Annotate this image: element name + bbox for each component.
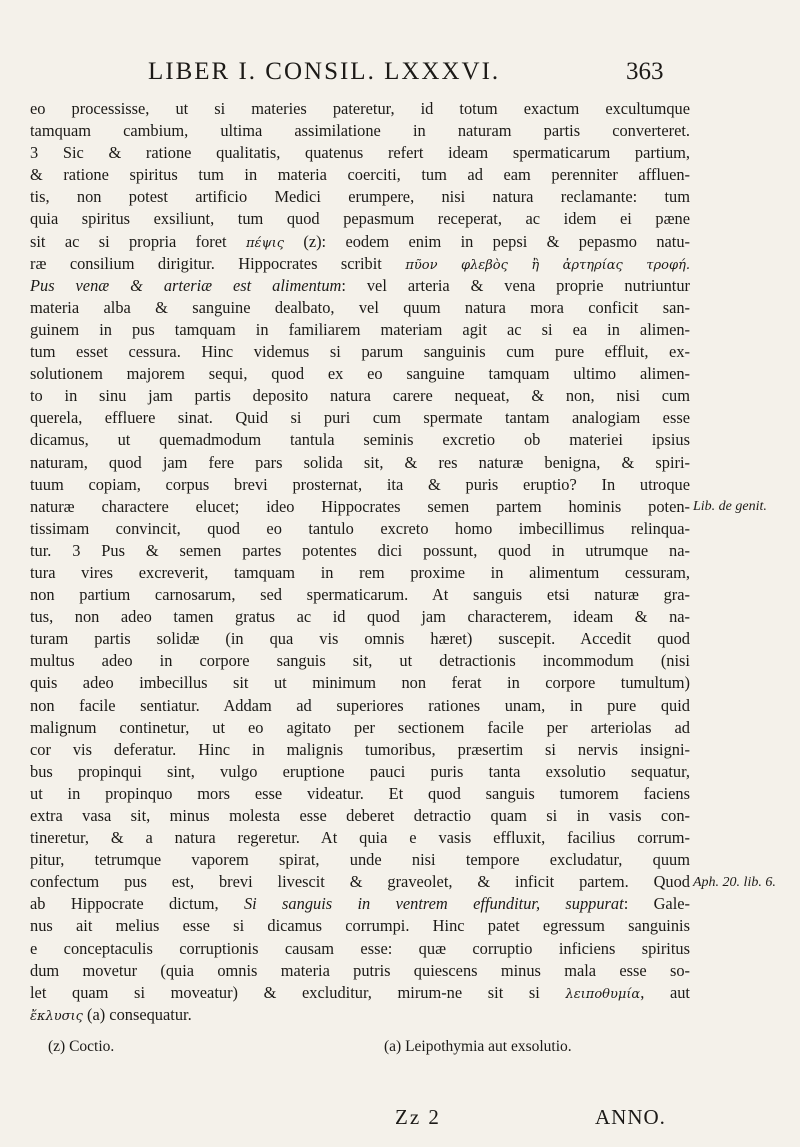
text-line: [30, 805, 690, 827]
text-line: [30, 606, 690, 628]
text-line: [30, 363, 690, 385]
text-segment: ut in propinquo mors esse videatur. Et quod sanguis tumorem faciens: [30, 783, 690, 803]
text-line: [30, 982, 690, 1004]
text-line: [30, 717, 690, 739]
text-segment: tur. 3 Pus & semen partes potentes dici possunt, quod in utrumque na-: [30, 540, 690, 560]
text-segment: non partium carnosarum, sed spermaticarum. At sanguis etsi naturæ gra-: [30, 585, 690, 605]
text-segment: : vel arteria & vena proprie nutriuntur: [341, 275, 690, 295]
catchword: ANNO.: [595, 1105, 666, 1129]
text-line: [30, 650, 690, 672]
text-segment: tus, non adeo tamen gratus ac id quod jam characterem, ideam & na-: [30, 607, 690, 627]
margin-note: Aph. 20. lib. 6.: [693, 874, 776, 890]
text-line: [30, 319, 690, 341]
text-line: [30, 695, 690, 717]
greek-phrase: ἔκλυσις: [30, 1008, 83, 1024]
text-line: [30, 938, 690, 960]
text-line: [30, 407, 690, 429]
text-line: [30, 341, 690, 363]
page-number: 363: [626, 58, 664, 85]
text-segment: eo processisse, ut si materies pateretur, id totum exactum excultumque: [30, 99, 690, 118]
text-line: [30, 385, 690, 407]
text-line: [30, 253, 690, 275]
text-line: [30, 429, 690, 451]
text-line: [30, 739, 690, 761]
margin-note: Lib. de genit.: [693, 498, 767, 514]
text-line: [30, 474, 690, 496]
text-line: [30, 518, 690, 540]
text-line: [30, 672, 690, 694]
italic-phrase: Si sanguis in ventrem effunditur, suppurat: [243, 894, 624, 914]
text-segment: cor vis deferatur. Hinc in malignis tumoribus, præsertim si nervis insigni-: [30, 739, 690, 759]
text-line: [30, 275, 690, 297]
text-line: [30, 540, 690, 562]
text-segment: (z): eodem enim in pepsi & pepasmo natu-: [284, 231, 690, 251]
text-segment: 3 Sic & ratione qualitatis, quatenus refert ideam spermaticarum partium,: [30, 143, 690, 163]
text-line: [30, 893, 690, 915]
text-line: [30, 452, 690, 474]
signature-mark: Zz 2: [395, 1105, 441, 1129]
text-segment: & ratione spiritus tum in materia coerciti, tum ad eam perenniter affluen-: [30, 165, 690, 185]
footnote-a: (a) Leipothymia aut exsolutio.: [384, 1038, 572, 1055]
text-segment: extra vasa sit, minus molesta esse deberet detractio quam si in vasis con-: [30, 806, 690, 825]
footnote-z: (z) Coctio.: [48, 1038, 115, 1055]
text-segment: (a) consequatur.: [82, 1004, 192, 1024]
text-line: [30, 231, 690, 253]
text-segment: pitur, tetrumque vaporem spirat, unde nisi tempore excludatur, quum: [30, 850, 690, 870]
text-line: [30, 1004, 690, 1026]
text-segment: non facile sentiatur. Addam ad superiores rationes unam, in pure quid: [30, 695, 690, 715]
text-line: [30, 783, 690, 805]
text-segment: malignum continetur, ut eo agitato per sectionem facile per arteriolas ad: [30, 717, 690, 737]
text-segment: tuum copiam, corpus brevi prosternat, ita & puris eruptio? In utroque: [30, 474, 690, 494]
text-segment: quis adeo imbecillus sit ut minimum non ferat in corpore tumultum): [30, 673, 690, 693]
text-segment: querela, effluere sinat. Quid si puri cum spermate tantam analogiam esse: [30, 408, 690, 428]
text-segment: dum movetur (quia omnis materia putris quiescens minus mala esse so-: [30, 960, 690, 980]
text-line: [30, 871, 690, 893]
text-segment: bus propinqui sint, vulgo eruptione pauci puris tanta exsolutio sequatur,: [30, 761, 690, 781]
text-line: [30, 827, 690, 849]
text-line: [30, 186, 690, 208]
text-segment: confectum pus est, brevi livescit & graveolet, & inficit partem. Quod: [30, 872, 690, 892]
text-segment: materia alba & sanguine dealbato, vel quum natura mora conficit san-: [30, 297, 690, 317]
text-line: [30, 120, 690, 142]
text-line: [30, 297, 690, 319]
text-segment: ab Hippocrate dictum,: [30, 894, 244, 914]
text-line: [30, 761, 690, 783]
text-segment: nus ait melius esse si dicamus corrumpi. Hinc patet egressum sanguinis: [30, 916, 690, 936]
text-segment: quia spiritus exsiliunt, tum quod pepasmum receperat, ac idem ei pæne: [30, 209, 690, 229]
text-segment: tum esset cessura. Hinc videmus si parum sanguinis cum pure effluit, ex-: [30, 342, 690, 362]
text-segment: dicamus, ut quemadmodum tantula seminis excretio ob materiei ipsius: [30, 430, 690, 450]
text-segment: , aut: [640, 982, 690, 1002]
text-segment: ræ consilium dirigitur. Hippocrates scribit: [30, 253, 406, 273]
text-segment: let quam si moveatur) & excluditur, mirum-ne sit si: [30, 982, 566, 1002]
text-line: [30, 98, 690, 120]
text-segment: tineretur, & a natura regeretur. At quia e vasis effluxit, facilius corrum-: [30, 828, 690, 848]
text-line: [30, 164, 690, 186]
text-line: [30, 628, 690, 650]
running-title: LIBER I. CONSIL. LXXXVI.: [148, 58, 501, 85]
greek-phrase: λειποθυμία: [565, 986, 641, 1002]
text-line: [30, 142, 690, 164]
text-segment: tis, non potest artificio Medici erumpere, nisi natura reclamante: tum: [30, 187, 690, 207]
text-line: [30, 584, 690, 606]
text-segment: guinem in pus tamquam in familiarem materiam agit ac si ea in alimen-: [30, 319, 690, 339]
text-segment: naturæ charactere elucet; ideo Hippocrates semen partem hominis poten-: [30, 496, 690, 516]
text-segment: to in sinu jam partis deposito natura carere nequeat, & non, nisi cum: [30, 386, 690, 406]
text-segment: sit ac si propria foret: [30, 231, 246, 251]
text-line: [30, 496, 690, 518]
greek-phrase: πέψις: [245, 235, 285, 251]
running-head: [0, 58, 800, 88]
text-segment: tissimam convincit, quod eo tantulo excreto homo imbecillimus relinqua-: [30, 518, 690, 538]
text-line: [30, 915, 690, 937]
text-segment: : Gale-: [623, 894, 690, 914]
text-segment: turam partis solidæ (in qua vis omnis hæret) suscepit. Accedit quod: [30, 629, 690, 649]
text-line: [30, 960, 690, 982]
italic-phrase: Pus venæ & arteriæ est alimentum: [30, 275, 342, 295]
greek-phrase: πῦον φλεβὸς ἢ ἀρτηρίας τροφή.: [405, 257, 690, 273]
footnotes: [48, 1038, 688, 1062]
text-segment: tamquam cambium, ultima assimilatione in naturam partis converteret.: [30, 121, 690, 141]
main-text-column: [30, 98, 690, 1026]
text-segment: solutionem majorem sequi, quod ex eo sanguine tamquam ultimo alimen-: [30, 364, 690, 384]
text-segment: e conceptaculis corruptionis causam esse: quæ corruptio inficiens spiritus: [30, 938, 690, 958]
text-line: [30, 562, 690, 584]
text-segment: naturam, quod jam fere pars solida sit, & res naturæ benigna, & spiri-: [30, 452, 690, 472]
text-segment: tura vires excreverit, tamquam in rem proxime in alimentum cessuram,: [30, 562, 690, 582]
text-line: [30, 208, 690, 230]
text-line: [30, 849, 690, 871]
text-segment: multus adeo in corpore sanguis sit, ut detractionis incommodum (nisi: [30, 651, 690, 671]
